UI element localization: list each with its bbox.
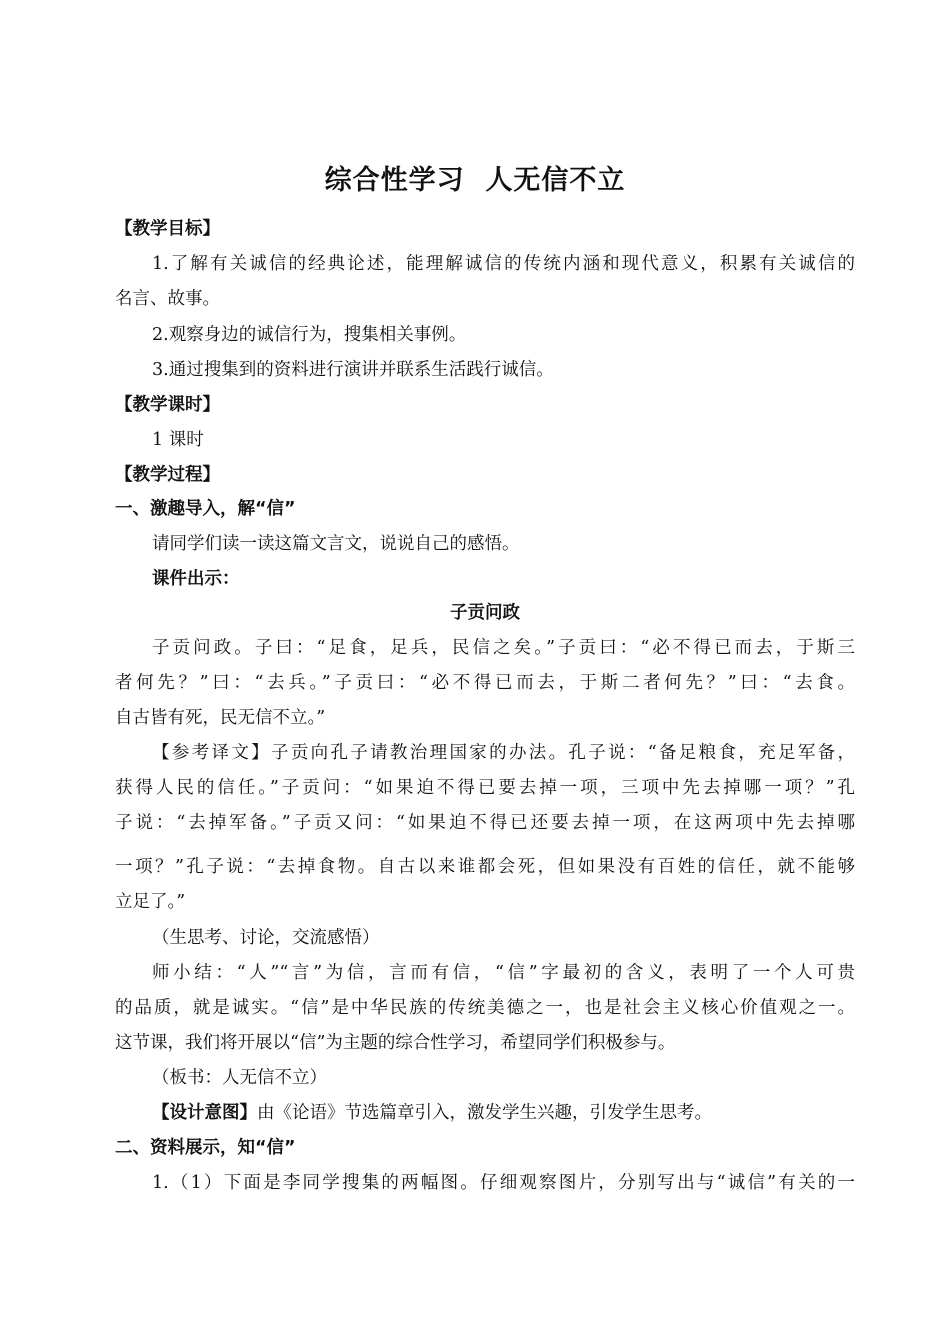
design-intent-label: 【设计意图】 bbox=[152, 1103, 257, 1123]
summary-line-1: 师小结：“人”“言”为信，言而有信，“信”字最初的含义，表明了一个人可贵 bbox=[152, 963, 855, 983]
section-heading-process: 【教学过程】 bbox=[115, 465, 220, 485]
design-intent-text: 由《论语》节选篇章引入，激发学生兴趣，引发学生思考。 bbox=[257, 1103, 712, 1123]
goal-item-1-line-1: 1.了解有关诚信的经典论述，能理解诚信的传统内涵和现代意义，积累有关诚信的 bbox=[152, 254, 855, 274]
discussion-note: （生思考、讨论，交流感悟） bbox=[152, 928, 380, 948]
translation-line-4: 一项？”孔子说：“去掉食物。自古以来谁都会死，但如果没有百姓的信任，就不能够 bbox=[115, 857, 855, 877]
summary-line-2: 的品质，就是诚实。“信”是中华民族的传统美德之一，也是社会主义核心价值观之一。 bbox=[115, 998, 855, 1018]
goal-item-3: 3.通过搜集到的资料进行演讲并联系生活践行诚信。 bbox=[152, 360, 554, 380]
board-note: （板书：人无信不立） bbox=[152, 1068, 327, 1088]
classical-text-line-3: 自古皆有死，民无信不立。” bbox=[115, 708, 326, 728]
summary-line-3: 这节课，我们将开展以“信”为主题的综合性学习，希望同学们积极参与。 bbox=[115, 1033, 676, 1053]
classical-text-line-1: 子贡问政。子曰：“足食，足兵，民信之矣。”子贡曰：“必不得已而去，于斯三 bbox=[152, 638, 855, 658]
classical-text-line-2: 者何先？”曰：“去兵。”子贡曰：“必不得已而去，于斯二者何先？”曰：“去食。 bbox=[115, 673, 855, 693]
goal-item-2: 2.观察身边的诚信行为，搜集相关事例。 bbox=[152, 325, 467, 345]
step-2-heading: 二、资料展示，知“信” bbox=[115, 1138, 296, 1158]
translation-line-1-text: 子贡向孔子请教治理国家的办法。孔子说：“备足粮食，充足军备， bbox=[270, 743, 855, 763]
step-1-heading: 一、激趣导入，解“信” bbox=[115, 499, 296, 519]
translation-line-2: 获得人民的信任。”子贡问：“如果迫不得已要去掉一项，三项中先去掉哪一项？”孔 bbox=[115, 778, 855, 798]
section-heading-goals: 【教学目标】 bbox=[115, 219, 220, 239]
step-2-item-1: 1.（1）下面是李同学搜集的两幅图。仔细观察图片，分别写出与“诚信”有关的一 bbox=[152, 1173, 855, 1193]
step-1-intro: 请同学们读一读这篇文言文，说说自己的感悟。 bbox=[152, 534, 520, 554]
page-title: 综合性学习 人无信不立 bbox=[324, 165, 626, 196]
section-heading-hours: 【教学课时】 bbox=[115, 395, 220, 415]
design-intent bbox=[152, 1096, 855, 1130]
translation-line-5: 立足了。” bbox=[115, 892, 186, 912]
hours-value: 1 课时 bbox=[152, 430, 204, 450]
goal-item-1-line-2: 名言、故事。 bbox=[115, 289, 220, 309]
translation-line-3: 子说：“去掉军备。”子贡又问：“如果迫不得已还要去掉一项，在这两项中先去掉哪 bbox=[115, 813, 855, 833]
translation-line-1 bbox=[152, 736, 855, 770]
classical-text-title: 子贡问政 bbox=[450, 603, 520, 623]
courseware-label: 课件出示： bbox=[152, 569, 240, 589]
translation-label: 【参考译文】 bbox=[152, 743, 271, 763]
